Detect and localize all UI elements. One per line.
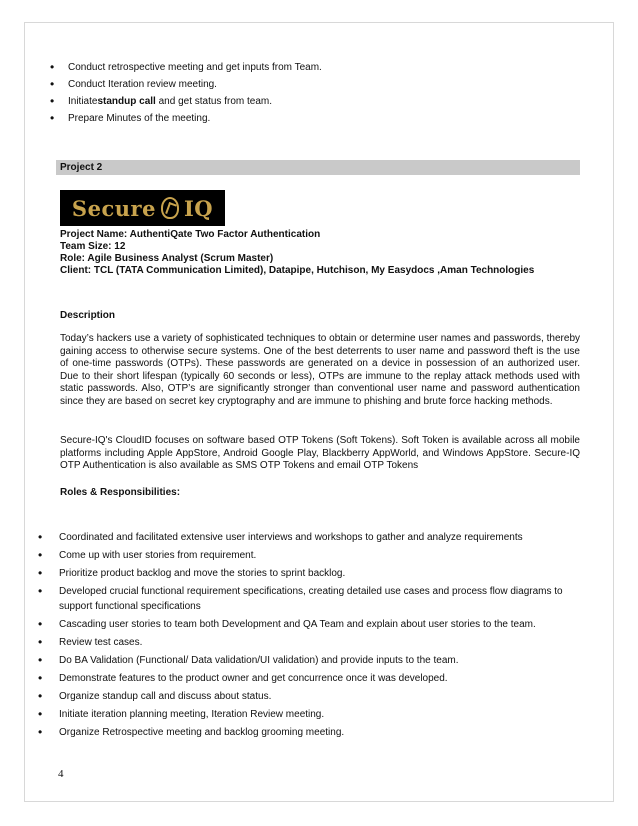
- list-item: • Organize standup call and discuss about status.: [38, 689, 598, 704]
- list-item: • Coordinated and facilitated extensive user interviews and workshops to gather and analyze requirements: [38, 530, 598, 545]
- top-bullet-list: [50, 60, 590, 128]
- list-item: • Demonstrate features to the product owner and get concurrence once it was developed.: [38, 671, 598, 686]
- list-item: • Prepare Minutes of the meeting.: [50, 111, 590, 126]
- list-item: • Review test cases.: [38, 635, 598, 650]
- list-item: • Initiate iteration planning meeting, Iteration Review meeting.: [38, 707, 598, 722]
- description-heading: Description: [60, 310, 116, 321]
- roles-list: [38, 530, 598, 743]
- project-info: [60, 229, 590, 277]
- list-item: • Conduct Iteration review meeting.: [50, 77, 590, 92]
- page-number: 4: [58, 768, 64, 780]
- list-item: • Conduct retrospective meeting and get inputs from Team.: [50, 60, 590, 75]
- project-heading: Project 2: [56, 160, 580, 175]
- list-item: • Initiatestandup call and get status from team.: [50, 94, 590, 109]
- list-item: • Cascading user stories to team both Development and QA Team and explain about user stories to the team.: [38, 617, 598, 632]
- list-item: • Developed crucial functional requirement specifications, creating detailed use cases and process flow diagrams to support functional specifications: [38, 584, 598, 614]
- logo-text-iq: IQ: [183, 195, 214, 221]
- secure-iq-logo: [60, 190, 225, 226]
- list-item: • Prioritize product backlog and move the stories to sprint backlog.: [38, 566, 598, 581]
- project-name: Project Name: AuthentiQate Two Factor Authentication: [60, 229, 321, 240]
- team-size: Team Size: 12: [60, 241, 126, 252]
- project-client: Client: TCL (TATA Communication Limited), Datapipe, Hutchison, My Easydocs ,Aman Technologies: [60, 265, 535, 276]
- description-paragraph: Today’s hackers use a variety of sophisticated techniques to obtain or determine user names and passwords, thereby gaining access to otherwise secure systems. One of the best deterrents to user name and password theft is the use of one-time passwords (OTPs). These passwords are generated on a device in possession of an authorized user. Due to their short lifespan (typically 60 seconds or less), OTPs are immune to the replay attack methods used with static passwords. Also, OTP’s are significantly stronger than conventional user name and password authentication since they are based on secret key cryptography and are immune to phishing and brute force hacking methods.: [60, 333, 580, 407]
- project-role: Role: Agile Business Analyst (Scrum Master): [60, 253, 274, 264]
- owl-icon: [161, 197, 179, 219]
- list-item: • Come up with user stories from requirement.: [38, 548, 598, 563]
- list-item: • Organize Retrospective meeting and backlog grooming meeting.: [38, 725, 598, 740]
- list-item: • Do BA Validation (Functional/ Data validation/UI validation) and provide inputs to the team.: [38, 653, 598, 668]
- description-paragraph: Secure-IQ's CloudID focuses on software based OTP Tokens (Soft Tokens). Soft Token is available across all mobile platforms including Apple AppStore, Android Google Play, Blackberry AppWorld, and Windows AppStore. Secure-IQ OTP Authentication is also available as SMS OTP Tokens and email OTP Tokens: [60, 435, 580, 471]
- roles-heading: Roles & Responsibilities:: [60, 487, 181, 498]
- logo-text-secure: Secure: [71, 195, 156, 221]
